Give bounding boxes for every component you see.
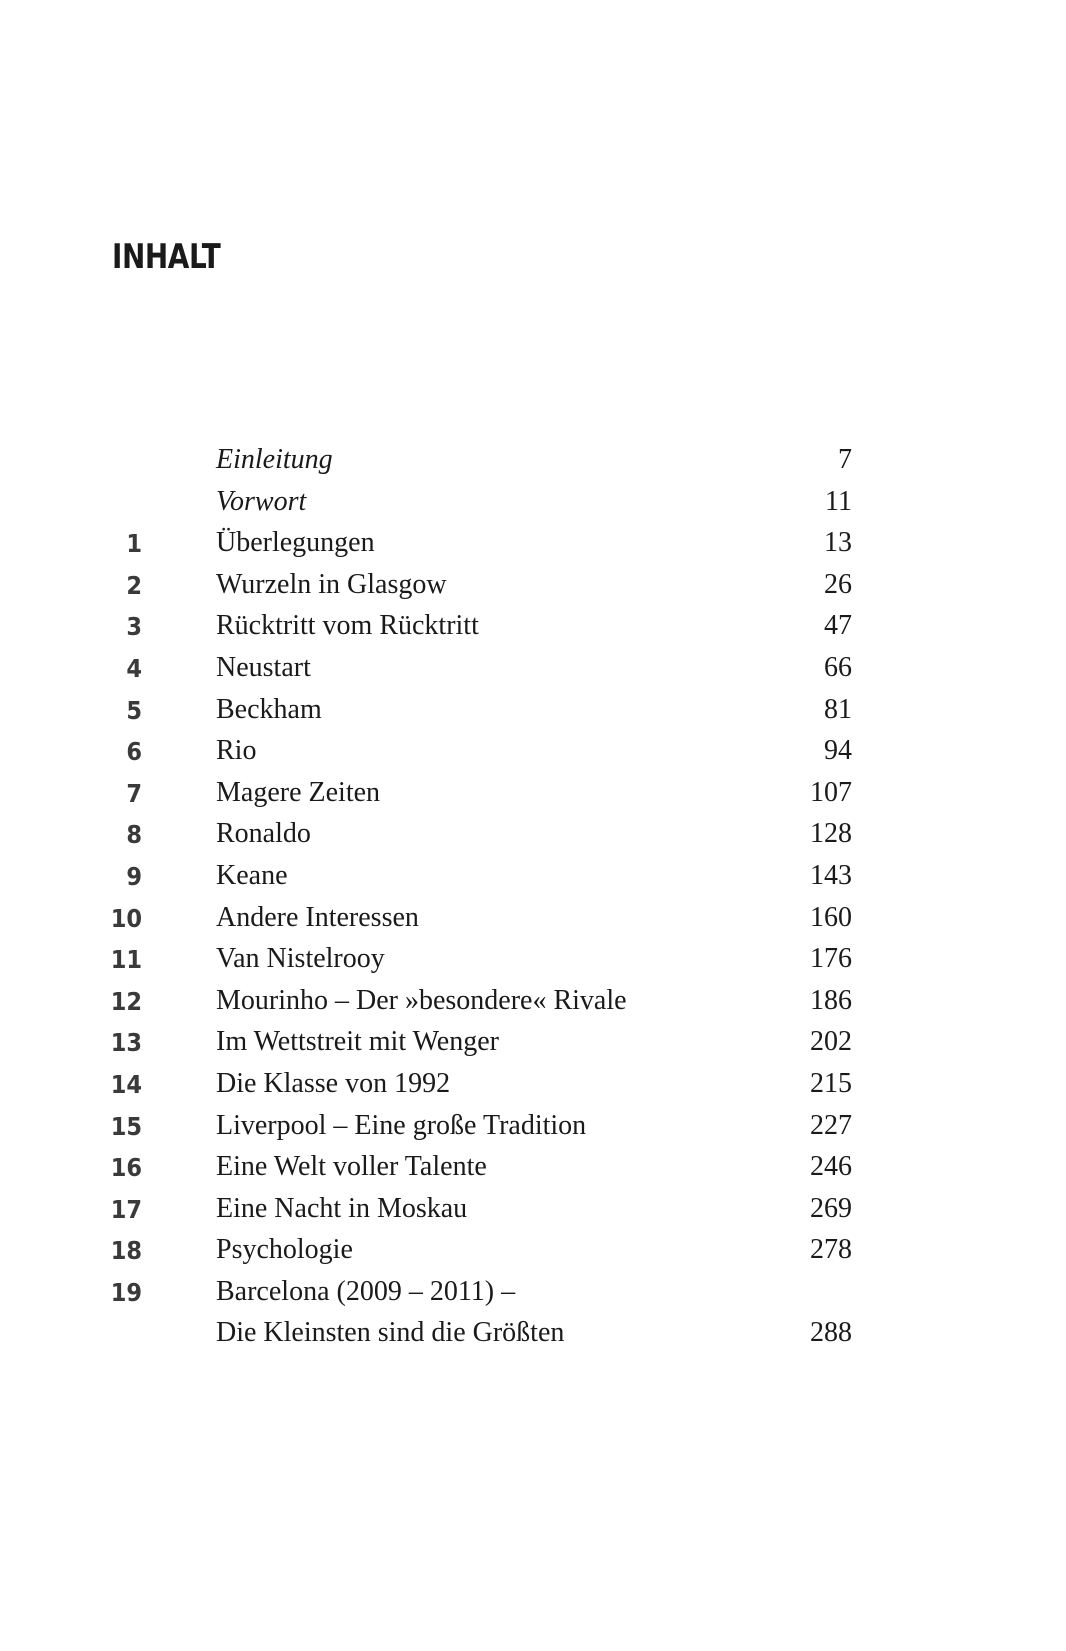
page-number: 143 <box>810 859 852 891</box>
page-number: 13 <box>824 527 852 559</box>
chapter-title: Barcelona (2009 – 2011) – <box>216 1275 516 1307</box>
page-number: 7 <box>838 444 852 475</box>
chapter-title: Neustart <box>216 651 311 683</box>
page-number: 128 <box>810 818 852 850</box>
chapter-number: 13 <box>110 1028 142 1058</box>
chapter-number: 11 <box>110 945 142 975</box>
chapter-title: Ronaldo <box>216 818 311 850</box>
page-number: 160 <box>810 901 852 933</box>
chapter-number: 2 <box>126 570 142 600</box>
page-number: 66 <box>824 651 852 683</box>
chapter-title: Beckham <box>216 693 322 725</box>
page-number: 47 <box>824 610 852 642</box>
chapter-number: 15 <box>110 1111 142 1141</box>
toc-entry-chapter-11 <box>0 941 1066 983</box>
chapter-number: 5 <box>126 695 142 725</box>
page-number: 269 <box>810 1192 852 1224</box>
toc-entry-chapter-9 <box>0 858 1066 900</box>
chapter-title: Magere Zeiten <box>216 776 381 808</box>
toc-entry-chapter-19 <box>0 1274 1066 1316</box>
toc-entry-chapter-17 <box>0 1191 1066 1233</box>
toc-entry-chapter-19-continued <box>0 1315 1066 1357</box>
chapter-number: 19 <box>110 1277 142 1307</box>
page-number: 215 <box>810 1067 852 1099</box>
chapter-title: Psychologie <box>216 1234 353 1266</box>
chapter-number: 9 <box>126 861 142 891</box>
chapter-number: 8 <box>126 820 142 850</box>
chapter-title: Überlegungen <box>216 527 375 559</box>
chapter-title: Andere Interessen <box>216 901 419 933</box>
toc-entry-chapter-14 <box>0 1066 1066 1108</box>
toc-entry-chapter-5 <box>0 692 1066 734</box>
chapter-title: Keane <box>216 859 288 891</box>
chapter-title: Die Kleinsten sind die Größten <box>216 1317 565 1349</box>
chapter-title: Wurzeln in Glasgow <box>216 568 447 600</box>
table-of-contents <box>0 442 1066 1357</box>
chapter-number: 17 <box>110 1194 142 1224</box>
chapter-title: Mourinho – Der »besondere« Rivale <box>216 984 627 1016</box>
chapter-title: Die Klasse von 1992 <box>216 1067 451 1099</box>
chapter-number: 4 <box>126 653 142 683</box>
toc-entry-chapter-3 <box>0 608 1066 650</box>
toc-entry-chapter-12 <box>0 983 1066 1025</box>
toc-entry-chapter-16 <box>0 1149 1066 1191</box>
chapter-title: Einleitung <box>216 444 333 475</box>
chapter-number: 16 <box>110 1153 142 1183</box>
page-number: 11 <box>825 485 852 517</box>
toc-entry-chapter-7 <box>0 775 1066 817</box>
toc-entry-chapter-4 <box>0 650 1066 692</box>
chapter-number: 7 <box>126 778 142 808</box>
chapter-number: 6 <box>126 737 142 767</box>
chapter-title: Vorwort <box>216 485 307 517</box>
page-number: 107 <box>810 776 852 808</box>
toc-entry-chapter-8 <box>0 816 1066 858</box>
page-number: 186 <box>810 984 852 1016</box>
page-title: INHALT <box>112 237 221 277</box>
page-number: 227 <box>810 1109 852 1141</box>
page-number: 202 <box>810 1026 852 1058</box>
chapter-number: 18 <box>110 1236 142 1266</box>
chapter-title: Van Nistelrooy <box>216 943 385 975</box>
page-number: 288 <box>810 1317 852 1349</box>
page-number: 94 <box>824 735 852 767</box>
chapter-number: 14 <box>110 1069 142 1099</box>
toc-entry-chapter-10 <box>0 900 1066 942</box>
toc-entry-chapter-15 <box>0 1108 1066 1150</box>
page-number: 278 <box>810 1234 852 1266</box>
toc-entry-chapter-1 <box>0 525 1066 567</box>
chapter-number: 12 <box>110 986 142 1016</box>
chapter-number: 3 <box>126 612 142 642</box>
chapter-title: Eine Nacht in Moskau <box>216 1192 468 1224</box>
page-number: 246 <box>810 1151 852 1183</box>
page-number: 26 <box>824 568 852 600</box>
toc-entry-chapter-2 <box>0 567 1066 609</box>
page-number: 81 <box>824 693 852 725</box>
chapter-title: Eine Welt voller Talente <box>216 1151 487 1183</box>
page-number: 176 <box>810 943 852 975</box>
toc-entry-chapter-18 <box>0 1232 1066 1274</box>
toc-entry-chapter-13 <box>0 1024 1066 1066</box>
chapter-number: 10 <box>110 903 142 933</box>
toc-entry-chapter-6 <box>0 733 1066 775</box>
chapter-title: Rücktritt vom Rücktritt <box>216 610 479 642</box>
chapter-number: 1 <box>126 529 142 559</box>
chapter-title: Liverpool – Eine große Tradition <box>216 1109 587 1141</box>
toc-entry-einleitung <box>0 442 1066 484</box>
chapter-title: Rio <box>216 735 257 767</box>
toc-entry-vorwort <box>0 484 1066 526</box>
chapter-title: Im Wettstreit mit Wenger <box>216 1026 499 1058</box>
